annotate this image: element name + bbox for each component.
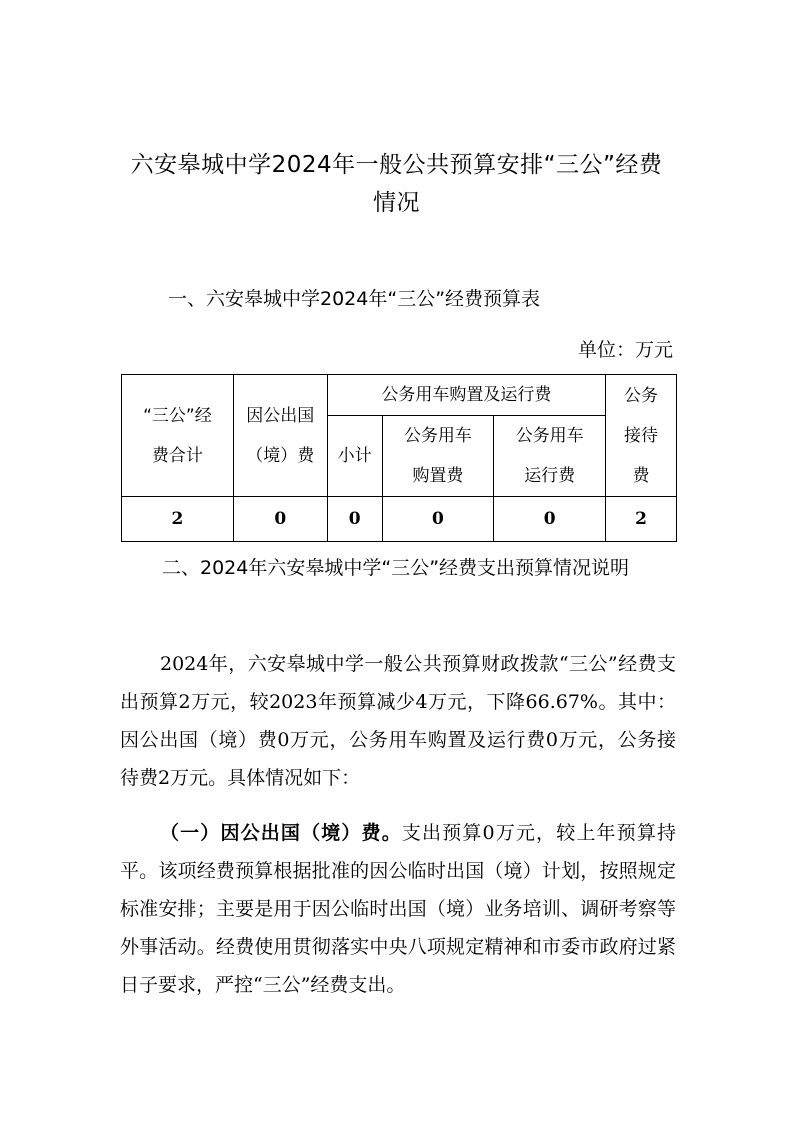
header-vehicle-operation: 公务用车运行费 xyxy=(494,416,606,497)
header-abroad: 因公出国（境）费 xyxy=(233,375,327,497)
table-header-row-1 xyxy=(122,375,677,416)
header-reception: 公务接待费 xyxy=(606,375,677,497)
table-value-row xyxy=(122,497,677,542)
paragraph-1: 2024年，六安皋城中学一般公共预算财政拨款“三公”经费支出预算2万元，较2023年预算减少4万元，下降66.67%。其中：因公出国（境）费0万元，公务用车购置及运行费0万元，公务接待费2万元。具体情况如下： xyxy=(120,653,676,789)
value-vehicle-purchase: 0 xyxy=(382,497,494,542)
value-subtotal: 0 xyxy=(327,497,382,542)
unit-label: 单位：万元 xyxy=(577,339,673,361)
header-vehicle-group: 公务用车购置及运行费 xyxy=(327,375,605,416)
paragraph-2-lead: （一）因公出国（境）费。 xyxy=(160,822,402,844)
section2-heading: 二、2024年六安皋城中学“三公”经费支出预算情况说明 xyxy=(162,557,630,579)
budget-table xyxy=(121,374,677,542)
header-subtotal: 小计 xyxy=(327,416,382,497)
section1-heading: 一、六安皋城中学2024年“三公”经费预算表 xyxy=(168,288,541,310)
title-line-1: 六安皋城中学2024年一般公共预算安排“三公”经费 xyxy=(130,152,663,178)
paragraph-2-body: 支出预算0万元，较上年预算持平。该项经费预算根据批准的因公临时出国（境）计划，按照规定标准安排；主要是用于因公临时出国（境）业务培训、调研考察等外事活动。经费使用贯彻落实中央八项规定精神和市委市政府过紧日子要求，严控“三公”经费支出。 xyxy=(120,822,676,996)
value-total: 2 xyxy=(122,497,234,542)
value-abroad: 0 xyxy=(233,497,327,542)
paragraph-2 xyxy=(120,814,676,1004)
title-line-2: 情况 xyxy=(373,190,420,216)
value-reception: 2 xyxy=(606,497,677,542)
document-title xyxy=(110,146,683,222)
header-total: “三公”经费合计 xyxy=(122,375,234,497)
header-vehicle-purchase: 公务用车购置费 xyxy=(382,416,494,497)
value-vehicle-operation: 0 xyxy=(494,497,606,542)
